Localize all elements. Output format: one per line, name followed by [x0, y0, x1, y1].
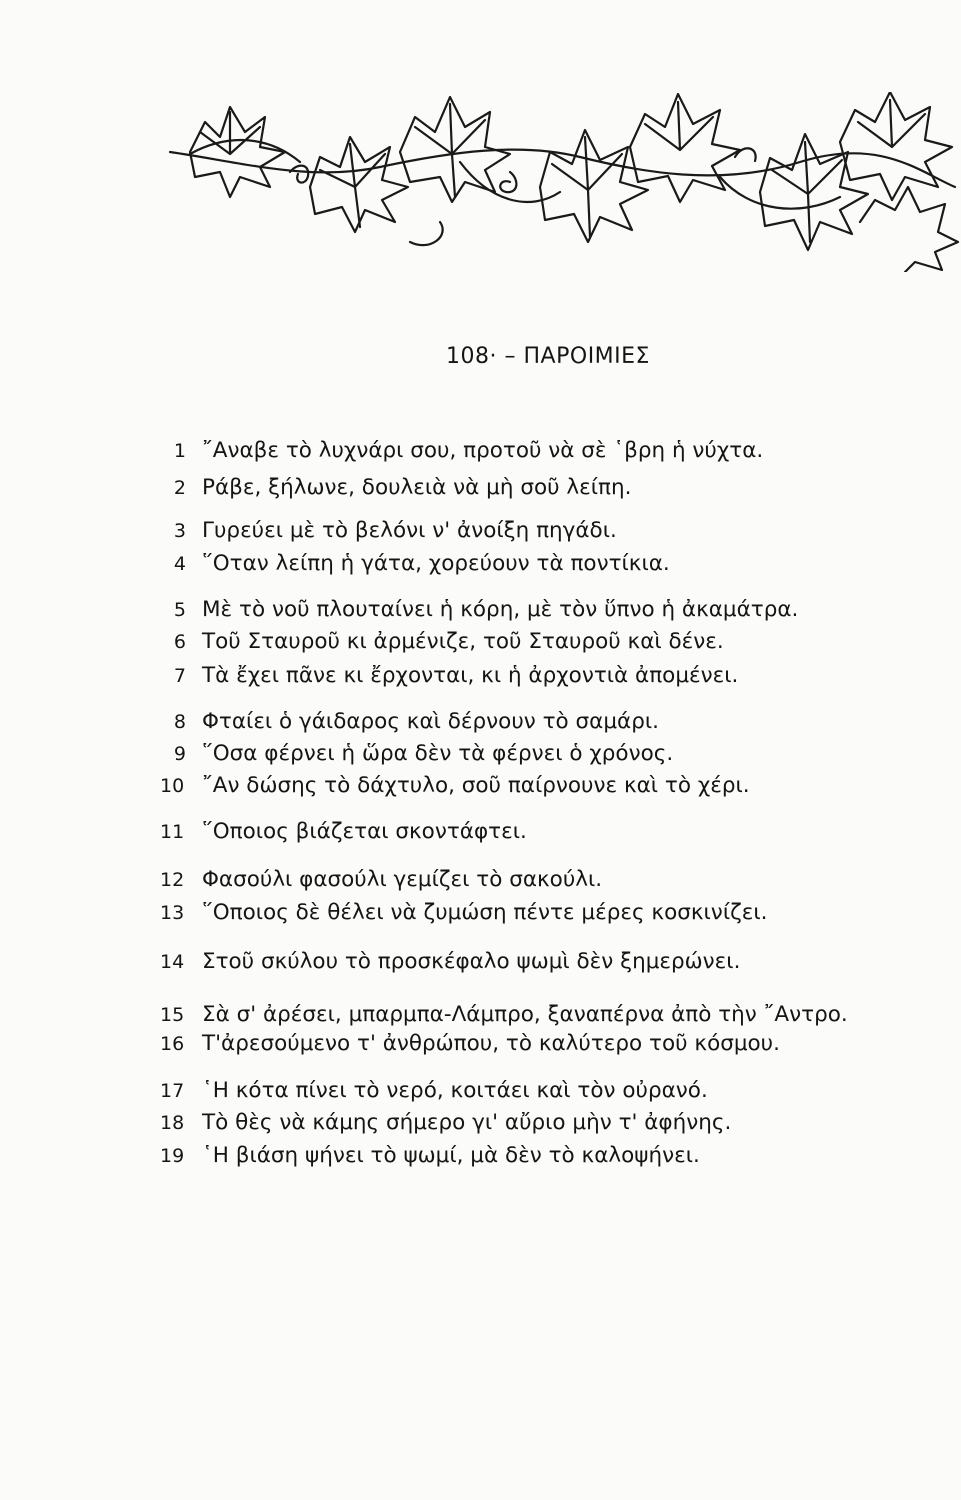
- list-item: [160, 474, 631, 502]
- line-number: 2: [173, 477, 186, 499]
- proverb-text: ῾Η κότα πίνει τὸ νερό, κοιτάει καὶ τὸν οὐρανό.: [202, 1078, 708, 1103]
- line-number: 7: [173, 665, 186, 687]
- proverb-text: Γυρεύει μὲ τὸ βελόνι ν' ἀνοίξη πηγάδι.: [202, 518, 617, 543]
- line-number: 8: [173, 711, 186, 733]
- list-item: [160, 596, 798, 624]
- proverb-text: Τοῦ Σταυροῦ κι ἀρμένιζε, τοῦ Σταυροῦ καὶ δένε.: [202, 629, 724, 654]
- proverb-text: Μὲ τὸ νοῦ πλουταίνει ἡ κόρη, μὲ τὸν ὕπνο ἡ ἀκαμάτρα.: [202, 597, 799, 622]
- list-item: [160, 948, 740, 976]
- proverb-text: ῎Αναβε τὸ λυχνάρι σου, προτοῦ νὰ σὲ ῾βρη ἡ νύχτα.: [202, 438, 764, 463]
- proverb-text: Ράβε, ξήλωνε, δουλειὰ νὰ μὴ σοῦ λείπη.: [202, 475, 632, 500]
- proverb-text: Τ'ἀρεσούμενο τ' ἀνθρώπου, τὸ καλύτερο τοῦ κόσμου.: [202, 1031, 780, 1056]
- list-item: [160, 1109, 731, 1137]
- list-item: [160, 517, 617, 545]
- proverb-text: Τὰ ἔχει πᾶνε κι ἔρχονται, κι ἡ ἀρχοντιὰ ἀπομένει.: [202, 663, 739, 688]
- proverb-text: Φασούλι φασούλι γεμίζει τὸ σακούλι.: [202, 867, 603, 892]
- list-item: [160, 740, 673, 768]
- line-number: 4: [173, 553, 186, 575]
- line-number: 19: [160, 1145, 185, 1167]
- proverb-text: Στοῦ σκύλου τὸ προσκέφαλο ψωμὶ δὲν ξημερώνει.: [202, 949, 741, 974]
- list-item: [160, 628, 724, 656]
- list-item: [160, 899, 768, 927]
- line-number: 18: [160, 1112, 185, 1134]
- proverb-text: Φταίει ὁ γάιδαρος καὶ δέρνουν τὸ σαμάρι.: [202, 709, 659, 734]
- proverb-text: ῞Οποιος βιάζεται σκοντάφτει.: [202, 819, 527, 844]
- line-number: 16: [160, 1033, 185, 1055]
- proverb-text: Σὰ σ' ἀρέσει, μπαρμπα-Λάμπρο, ξαναπέρνα ἀπὸ τὴν ῎Αντρο.: [202, 1002, 848, 1027]
- list-item: [160, 772, 750, 800]
- list-item: [160, 437, 763, 465]
- list-item: [160, 550, 670, 578]
- line-number: 12: [160, 869, 185, 891]
- proverb-text: ῾Η βιάση ψήνει τὸ ψωμί, μὰ δὲν τὸ καλοψήνει.: [202, 1143, 700, 1168]
- line-number: 6: [173, 631, 186, 653]
- line-number: 3: [173, 520, 186, 542]
- proverb-text: ῞Οποιος δὲ θέλει νὰ ζυμώση πέντε μέρες κοσκινίζει.: [202, 900, 768, 925]
- list-item: [160, 1001, 848, 1029]
- proverb-text: ῞Οταν λείπη ἡ γάτα, χορεύουν τὰ ποντίκια.: [202, 551, 670, 576]
- list-item: [160, 866, 602, 894]
- list-item: [160, 818, 527, 846]
- proverb-text: ῎Αν δώσης τὸ δάχτυλο, σοῦ παίρνουνε καὶ τὸ χέρι.: [202, 773, 750, 798]
- line-number: 1: [173, 440, 186, 462]
- line-number: 10: [160, 775, 185, 797]
- list-item: [160, 1077, 708, 1105]
- list-item: [160, 1030, 780, 1058]
- line-number: 11: [160, 821, 185, 843]
- list-item: [160, 1142, 700, 1170]
- proverb-text: ῞Οσα φέρνει ἡ ὥρα δὲν τὰ φέρνει ὁ χρόνος.: [202, 741, 674, 766]
- line-number: 15: [160, 1004, 185, 1026]
- line-number: 14: [160, 951, 185, 973]
- proverb-list: [160, 0, 950, 1500]
- proverb-text: Τὸ θὲς νὰ κάμης σήμερο γι' αὔριο μὴν τ' ἀφήνης.: [202, 1110, 732, 1135]
- line-number: 5: [173, 599, 186, 621]
- list-item: [160, 662, 738, 690]
- line-number: 17: [160, 1080, 185, 1102]
- list-item: [160, 708, 659, 736]
- page-title: 108· – ΠΑΡΟΙΜΙΕΣ: [446, 344, 650, 369]
- line-number: 9: [173, 743, 186, 765]
- line-number: 13: [160, 902, 185, 924]
